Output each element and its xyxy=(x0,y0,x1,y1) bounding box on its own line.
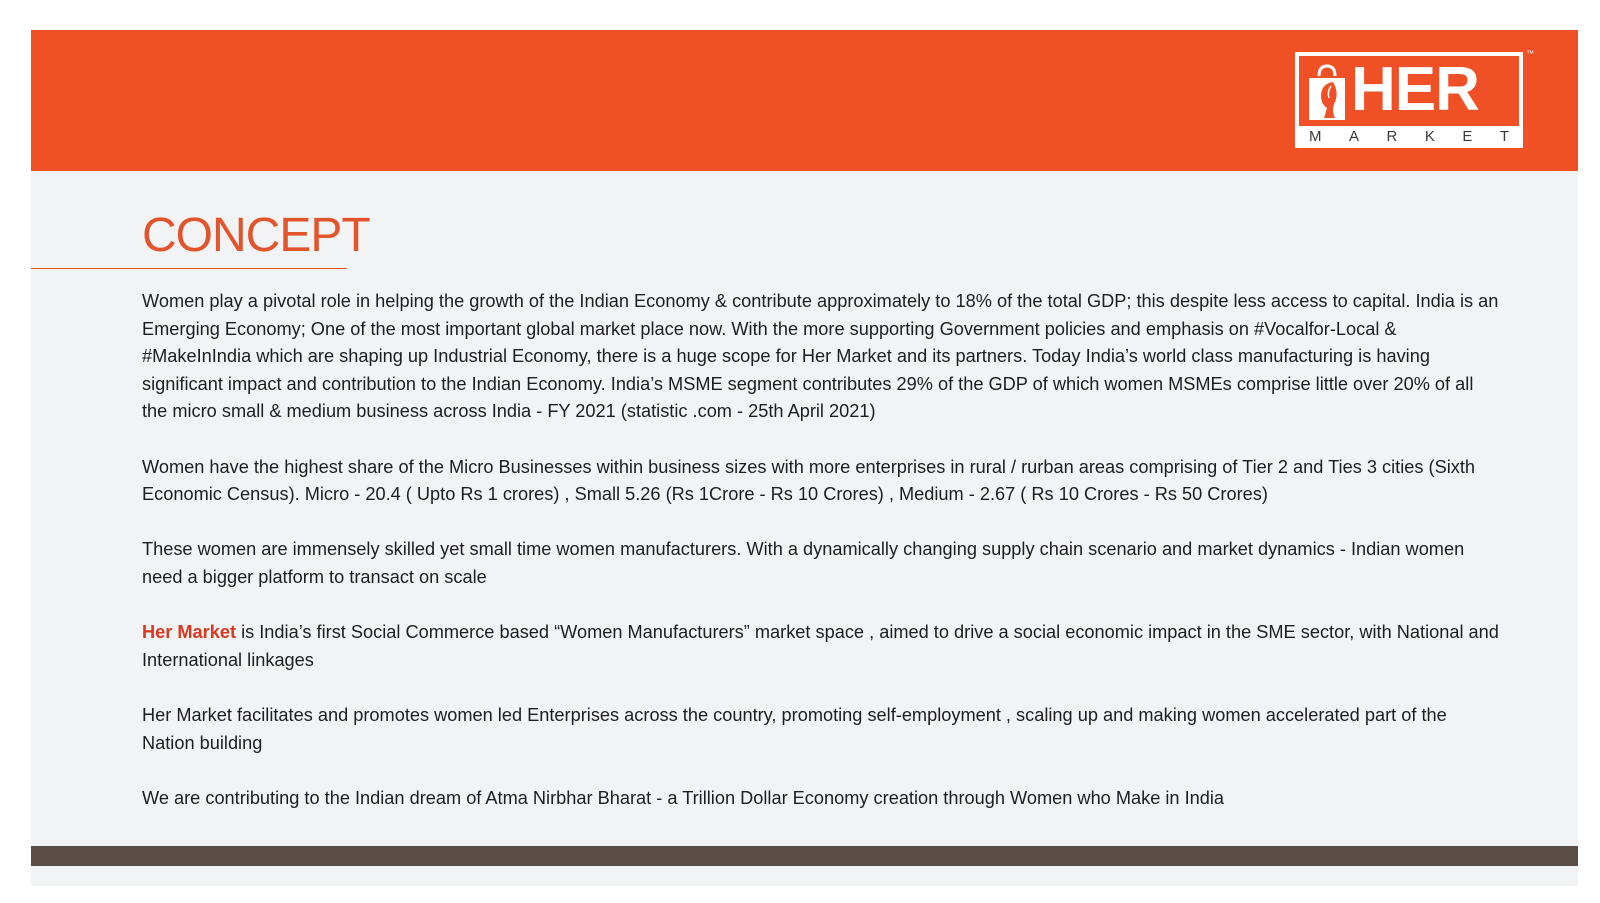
paragraph-skilled-women: These women are immensely skilled yet small time women manufacturers. With a dynamically changing supply chain scenario and market dynamics - Indian women need a bigger platform to transact on scale xyxy=(142,539,1465,587)
logo-top-panel xyxy=(1299,56,1519,126)
shopping-bag-woman-icon xyxy=(1305,62,1349,122)
logo-wordmark: HER xyxy=(1351,55,1479,124)
logo-letter: M xyxy=(1309,128,1322,145)
concept-body xyxy=(142,288,1502,840)
logo-letter: E xyxy=(1462,128,1473,145)
paragraph-her-market-intro xyxy=(142,619,1502,674)
header-band xyxy=(31,30,1578,171)
paragraph-facilitates: Her Market facilitates and promotes women led Enterprises across the country, promoting self-employment , scaling up and making women accelerated part of the Nation building xyxy=(142,704,1447,753)
brand-name: Her Market xyxy=(142,622,237,643)
paragraph-her-market-text: is India’s first Social Commerce based “Women Manufacturers” market space , aimed to drive a social economic impact in the SME sector, with National and International linkages xyxy=(142,622,1499,670)
paragraph-women-role: Women play a pivotal role in helping the growth of the Indian Economy & contribute approximately to 18% of the total GDP; this despite less access to capital. India is an Emerging Economy; One of the most important global market place now. With the more supporting Government policies and emphasis on #Vocalfor-Local & #MakeInIndia which are shaping up Industrial Economy, there is a huge scope for Her Market and its partners. Today India’s world class manufacturing is having significant impact and contribution to the Indian Economy. India’s MSME segment contributes 29% of the GDP of which women MSMEs comprise little over 20% of all the micro small & medium business across India - FY 2021 (statistic .com - 25th April 2021) xyxy=(142,291,1499,422)
logo-letter: K xyxy=(1424,128,1435,145)
trademark-symbol: ™ xyxy=(1526,49,1534,58)
footer-bar xyxy=(31,846,1578,866)
logo-letter: T xyxy=(1499,128,1509,145)
title-underline xyxy=(31,268,347,269)
logo-letter: A xyxy=(1348,128,1359,145)
slide xyxy=(31,30,1578,886)
logo-letter: R xyxy=(1386,128,1398,145)
page-title: CONCEPT xyxy=(142,209,370,262)
logo-subtitle xyxy=(1299,127,1519,146)
paragraph-atma-nirbhar: We are contributing to the Indian dream of Atma Nirbhar Bharat - a Trillion Dollar Economy creation through Women who Make in India xyxy=(142,787,1225,808)
her-market-logo xyxy=(1295,52,1523,148)
paragraph-micro-businesses: Women have the highest share of the Micro Businesses within business sizes with more enterprises in rural / rurban areas comprising of Tier 2 and Ties 3 cities (Sixth Economic Census). Micro - 20.4 ( Upto Rs 1 crores) , Small 5.26 (Rs 1Crore - Rs 10 Crores) , Medium - 2.67 ( Rs 10 Crores - Rs 50 Crores) xyxy=(142,456,1476,505)
